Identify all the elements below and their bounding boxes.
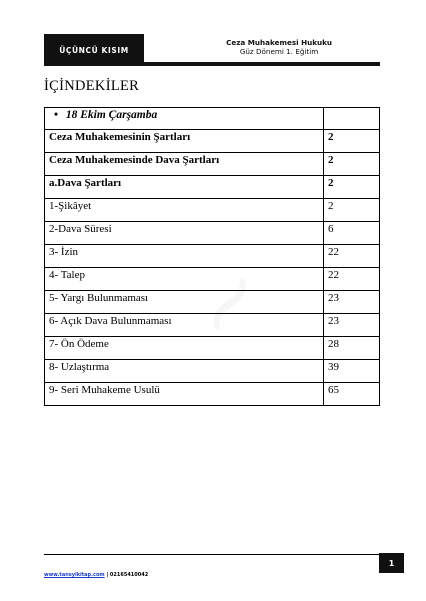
- toc-entry-page: 2: [324, 176, 380, 199]
- toc-entry-label: 6- Açık Dava Bulunmaması: [45, 314, 324, 337]
- toc-entry-label: 8- Uzlaştırma: [45, 360, 324, 383]
- toc-entry-page: 23: [324, 314, 380, 337]
- toc-entry-label: Ceza Muhakemesinde Dava Şartları: [45, 153, 324, 176]
- toc-entry-page: 22: [324, 245, 380, 268]
- toc-title: İÇİNDEKİLER: [44, 78, 140, 94]
- toc-date-row: [45, 108, 380, 130]
- page-header: [44, 34, 380, 66]
- course-title: Ceza Muhakemesi Hukuku: [226, 38, 332, 47]
- toc-entry-label: 4- Talep: [45, 268, 324, 291]
- phone-number: 02165410042: [109, 572, 149, 578]
- toc-row: [45, 291, 380, 314]
- toc-row: [45, 314, 380, 337]
- toc-entry-page: 39: [324, 360, 380, 383]
- toc-row: [45, 383, 380, 406]
- footer-divider: [44, 554, 380, 555]
- course-subtitle: Güz Dönemi 1. Eğitim: [239, 47, 319, 56]
- toc-entry-label: 9- Seri Muhakeme Usulü: [45, 383, 324, 406]
- toc-entry-page: 2: [324, 199, 380, 222]
- toc-row: [45, 130, 380, 153]
- toc-entry-page: 2: [324, 153, 380, 176]
- toc-table: [44, 107, 380, 406]
- toc-entry-label: 2-Dava Süresi: [45, 222, 324, 245]
- section-label: ÜÇÜNCÜ KISIM: [44, 34, 144, 66]
- toc-entry-label: 1-Şikâyet: [45, 199, 324, 222]
- toc-entry-label: 7- Ön Ödeme: [45, 337, 324, 360]
- toc-entry-page: 2: [324, 130, 380, 153]
- toc-entry-page: 23: [324, 291, 380, 314]
- toc-entry-page: 22: [324, 268, 380, 291]
- toc-entry-page: 65: [324, 383, 380, 406]
- toc-row: [45, 199, 380, 222]
- toc-date-label: 18 Ekim Çarşamba: [65, 109, 158, 121]
- toc-row: [45, 222, 380, 245]
- header-course-info: [226, 38, 332, 56]
- footer-contact: [44, 572, 148, 578]
- toc-date-cell: [45, 108, 324, 130]
- toc-entry-label: a.Dava Şartları: [45, 176, 324, 199]
- website-link[interactable]: www.tansyikitap.com: [44, 572, 105, 578]
- toc-row: [45, 153, 380, 176]
- toc-entry-label: 3- İzin: [45, 245, 324, 268]
- toc-row: [45, 245, 380, 268]
- toc-row: [45, 268, 380, 291]
- footer-separator: |: [104, 572, 110, 578]
- toc-entry-label: 5- Yargı Bulunmaması: [45, 291, 324, 314]
- toc-row: [45, 176, 380, 199]
- toc-entry-page: 28: [324, 337, 380, 360]
- toc-row: [45, 360, 380, 383]
- bullet-icon: •: [53, 109, 59, 121]
- header-divider: [44, 62, 380, 66]
- toc-entry-page: 6: [324, 222, 380, 245]
- toc-entry-label: Ceza Muhakemesinin Şartları: [45, 130, 324, 153]
- toc-date-page: [324, 108, 380, 130]
- page-number: 1: [379, 553, 404, 573]
- toc-row: [45, 337, 380, 360]
